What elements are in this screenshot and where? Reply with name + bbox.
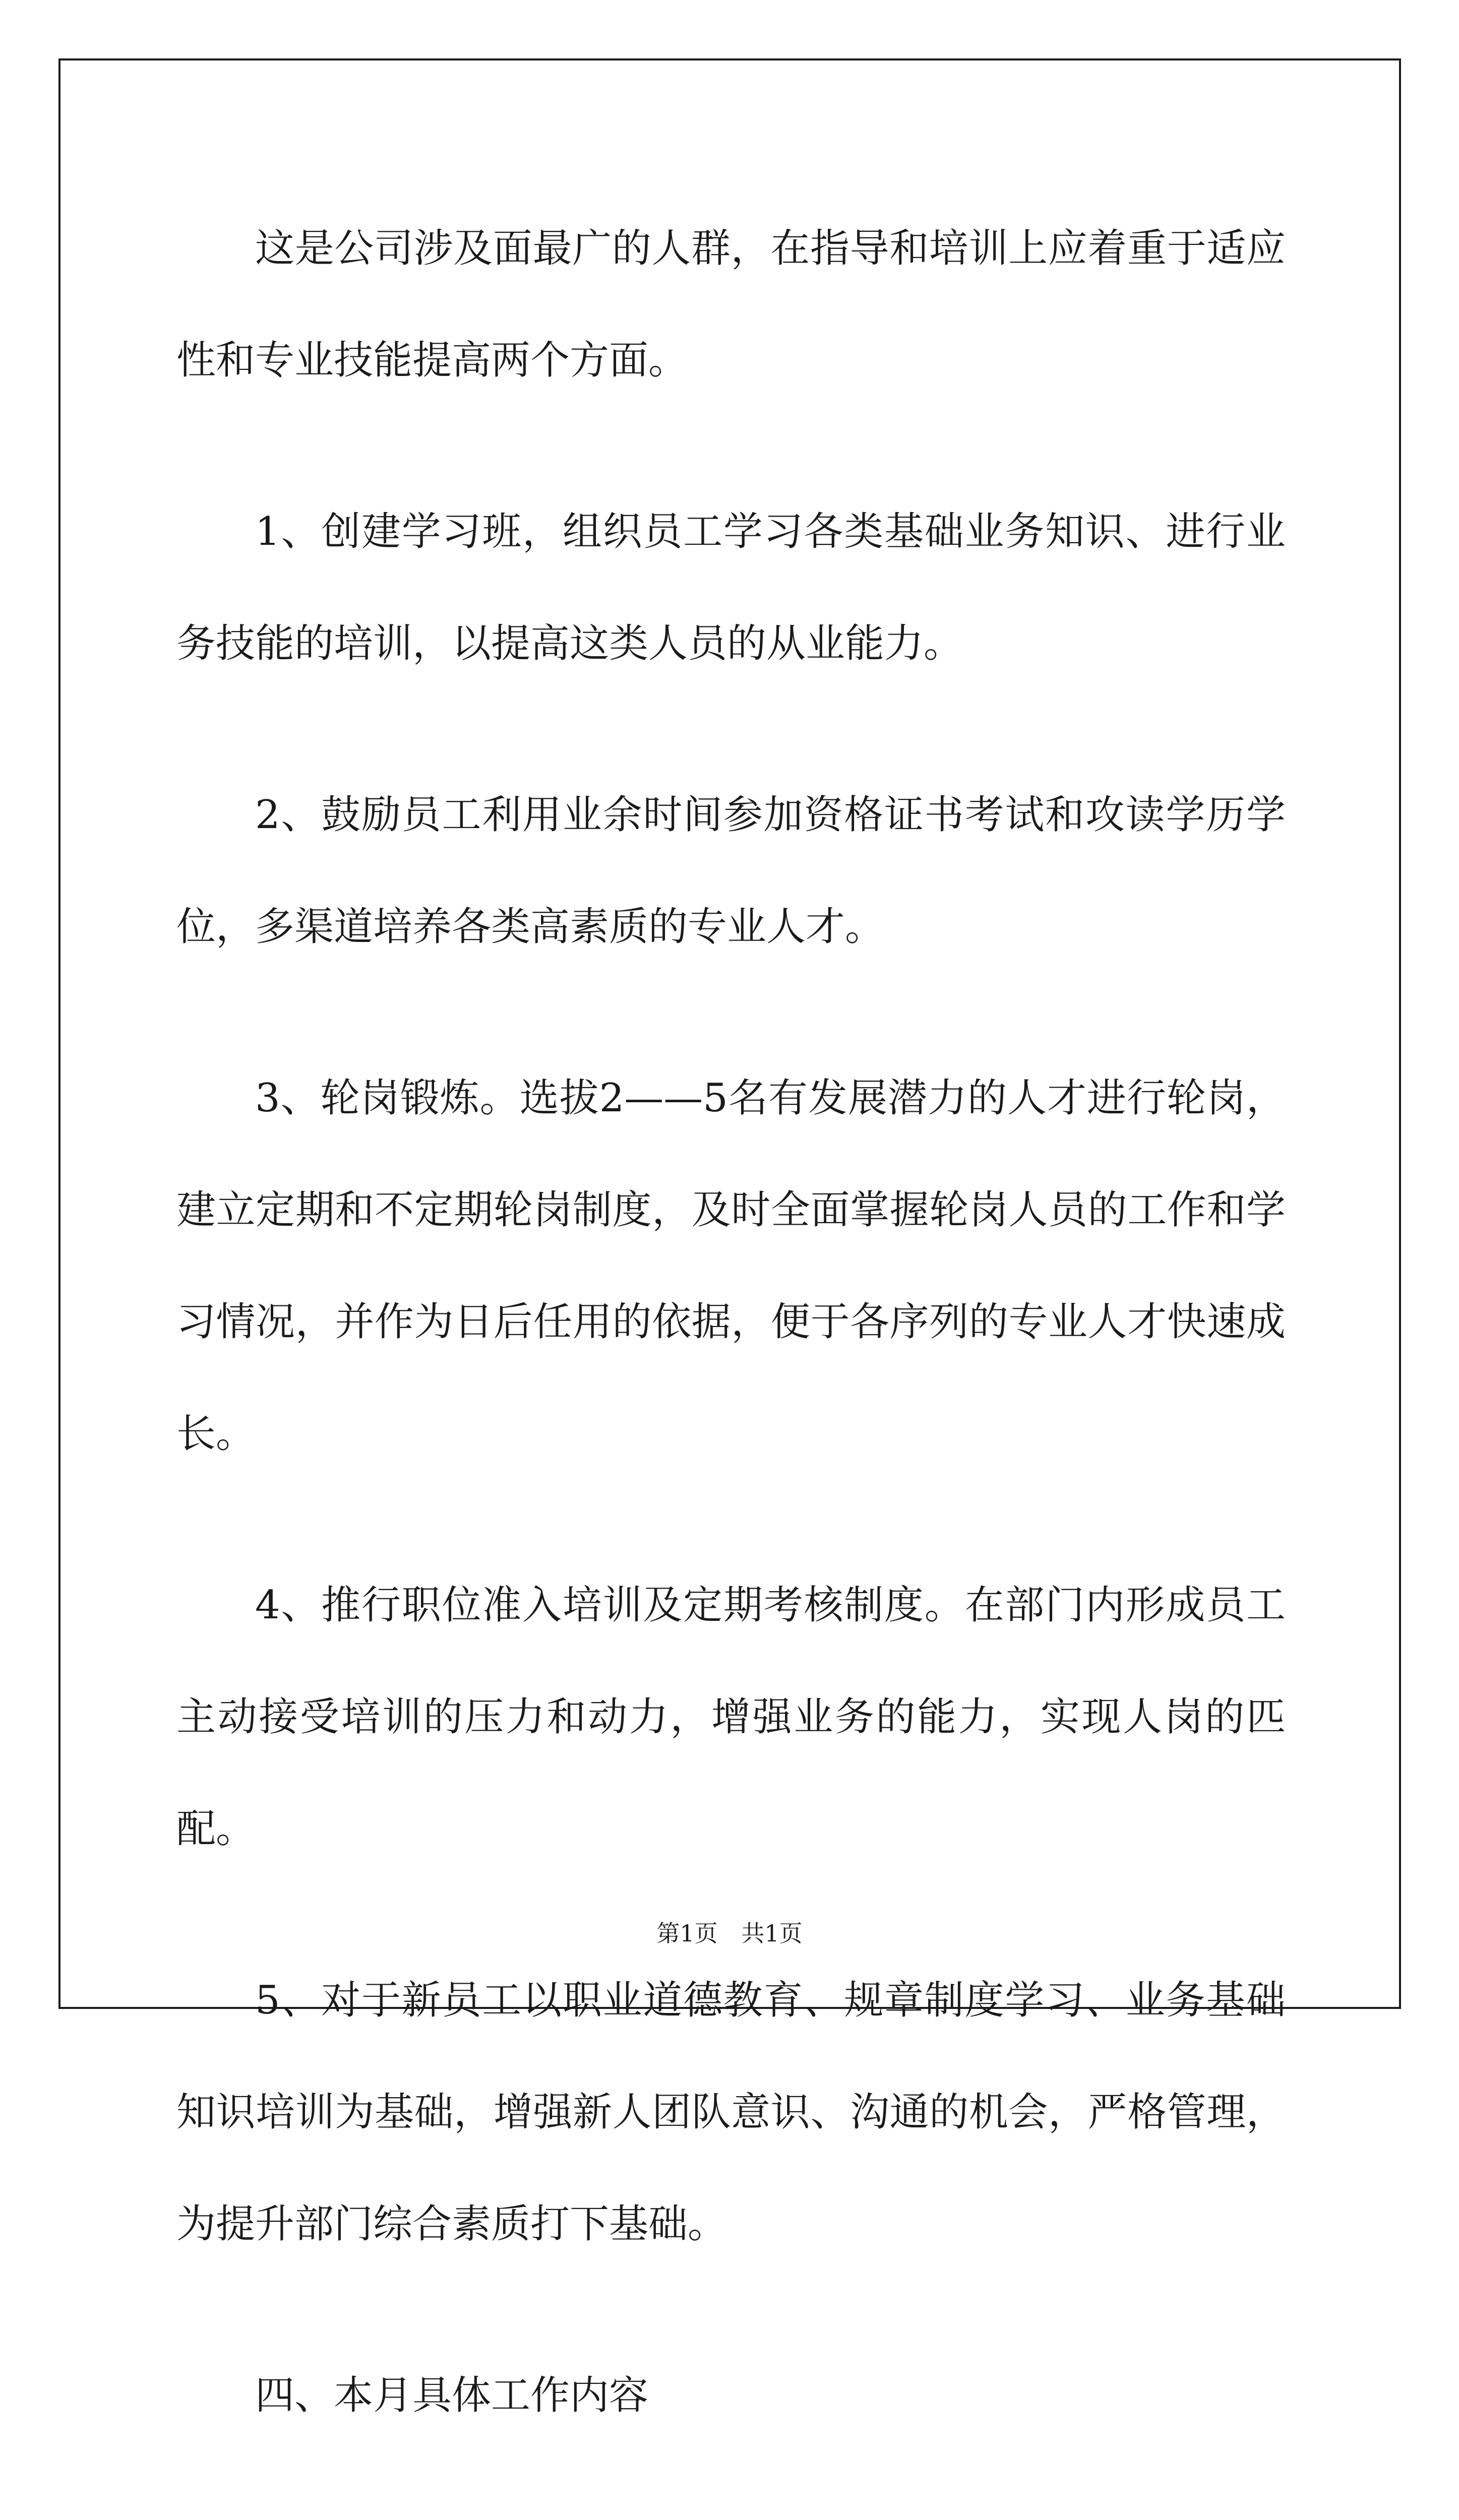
- paragraph: [176, 2511, 1286, 2520]
- page-total: 共1页: [741, 1920, 803, 1947]
- paragraph: 4、推行职位准入培训及定期考核制度。在部门内形成员工主动接受培训的压力和动力，增强业务的能力，实现人岗的匹配。: [176, 1583, 1286, 1852]
- paragraph: 2、鼓励员工利用业余时间参加资格证书考试和攻读学历学位，多渠道培养各类高素质的专业人才。: [176, 792, 1286, 950]
- paragraph: 3、轮岗锻炼。选拔2——5名有发展潜力的人才进行轮岗，建立定期和不定期轮岗制度，及时全面掌握轮岗人员的工作和学习情况，并作为日后任用的依据，便于各序列的专业人才快速成长。: [176, 1076, 1286, 1457]
- paragraph: 这是公司涉及面最广的人群，在指导和培训上应着重于适应性和专业技能提高两个方面。: [176, 226, 1286, 383]
- paragraph: 5、对于新员工以职业道德教育、规章制度学习、业务基础知识培训为基础，增强新人团队意识、沟通的机会，严格管理，为提升部门综合素质打下基础。: [176, 1978, 1286, 2247]
- document-body: [176, 193, 1286, 2520]
- page-number: 第1页: [656, 1920, 718, 1947]
- page-footer: [0, 1915, 1459, 1948]
- paragraph: 1、创建学习班，组织员工学习各类基础业务知识、进行业务技能的培训，以提高这类人员的从业能力。: [176, 509, 1286, 666]
- section-heading: 四、本月具体工作内容: [255, 2373, 649, 2418]
